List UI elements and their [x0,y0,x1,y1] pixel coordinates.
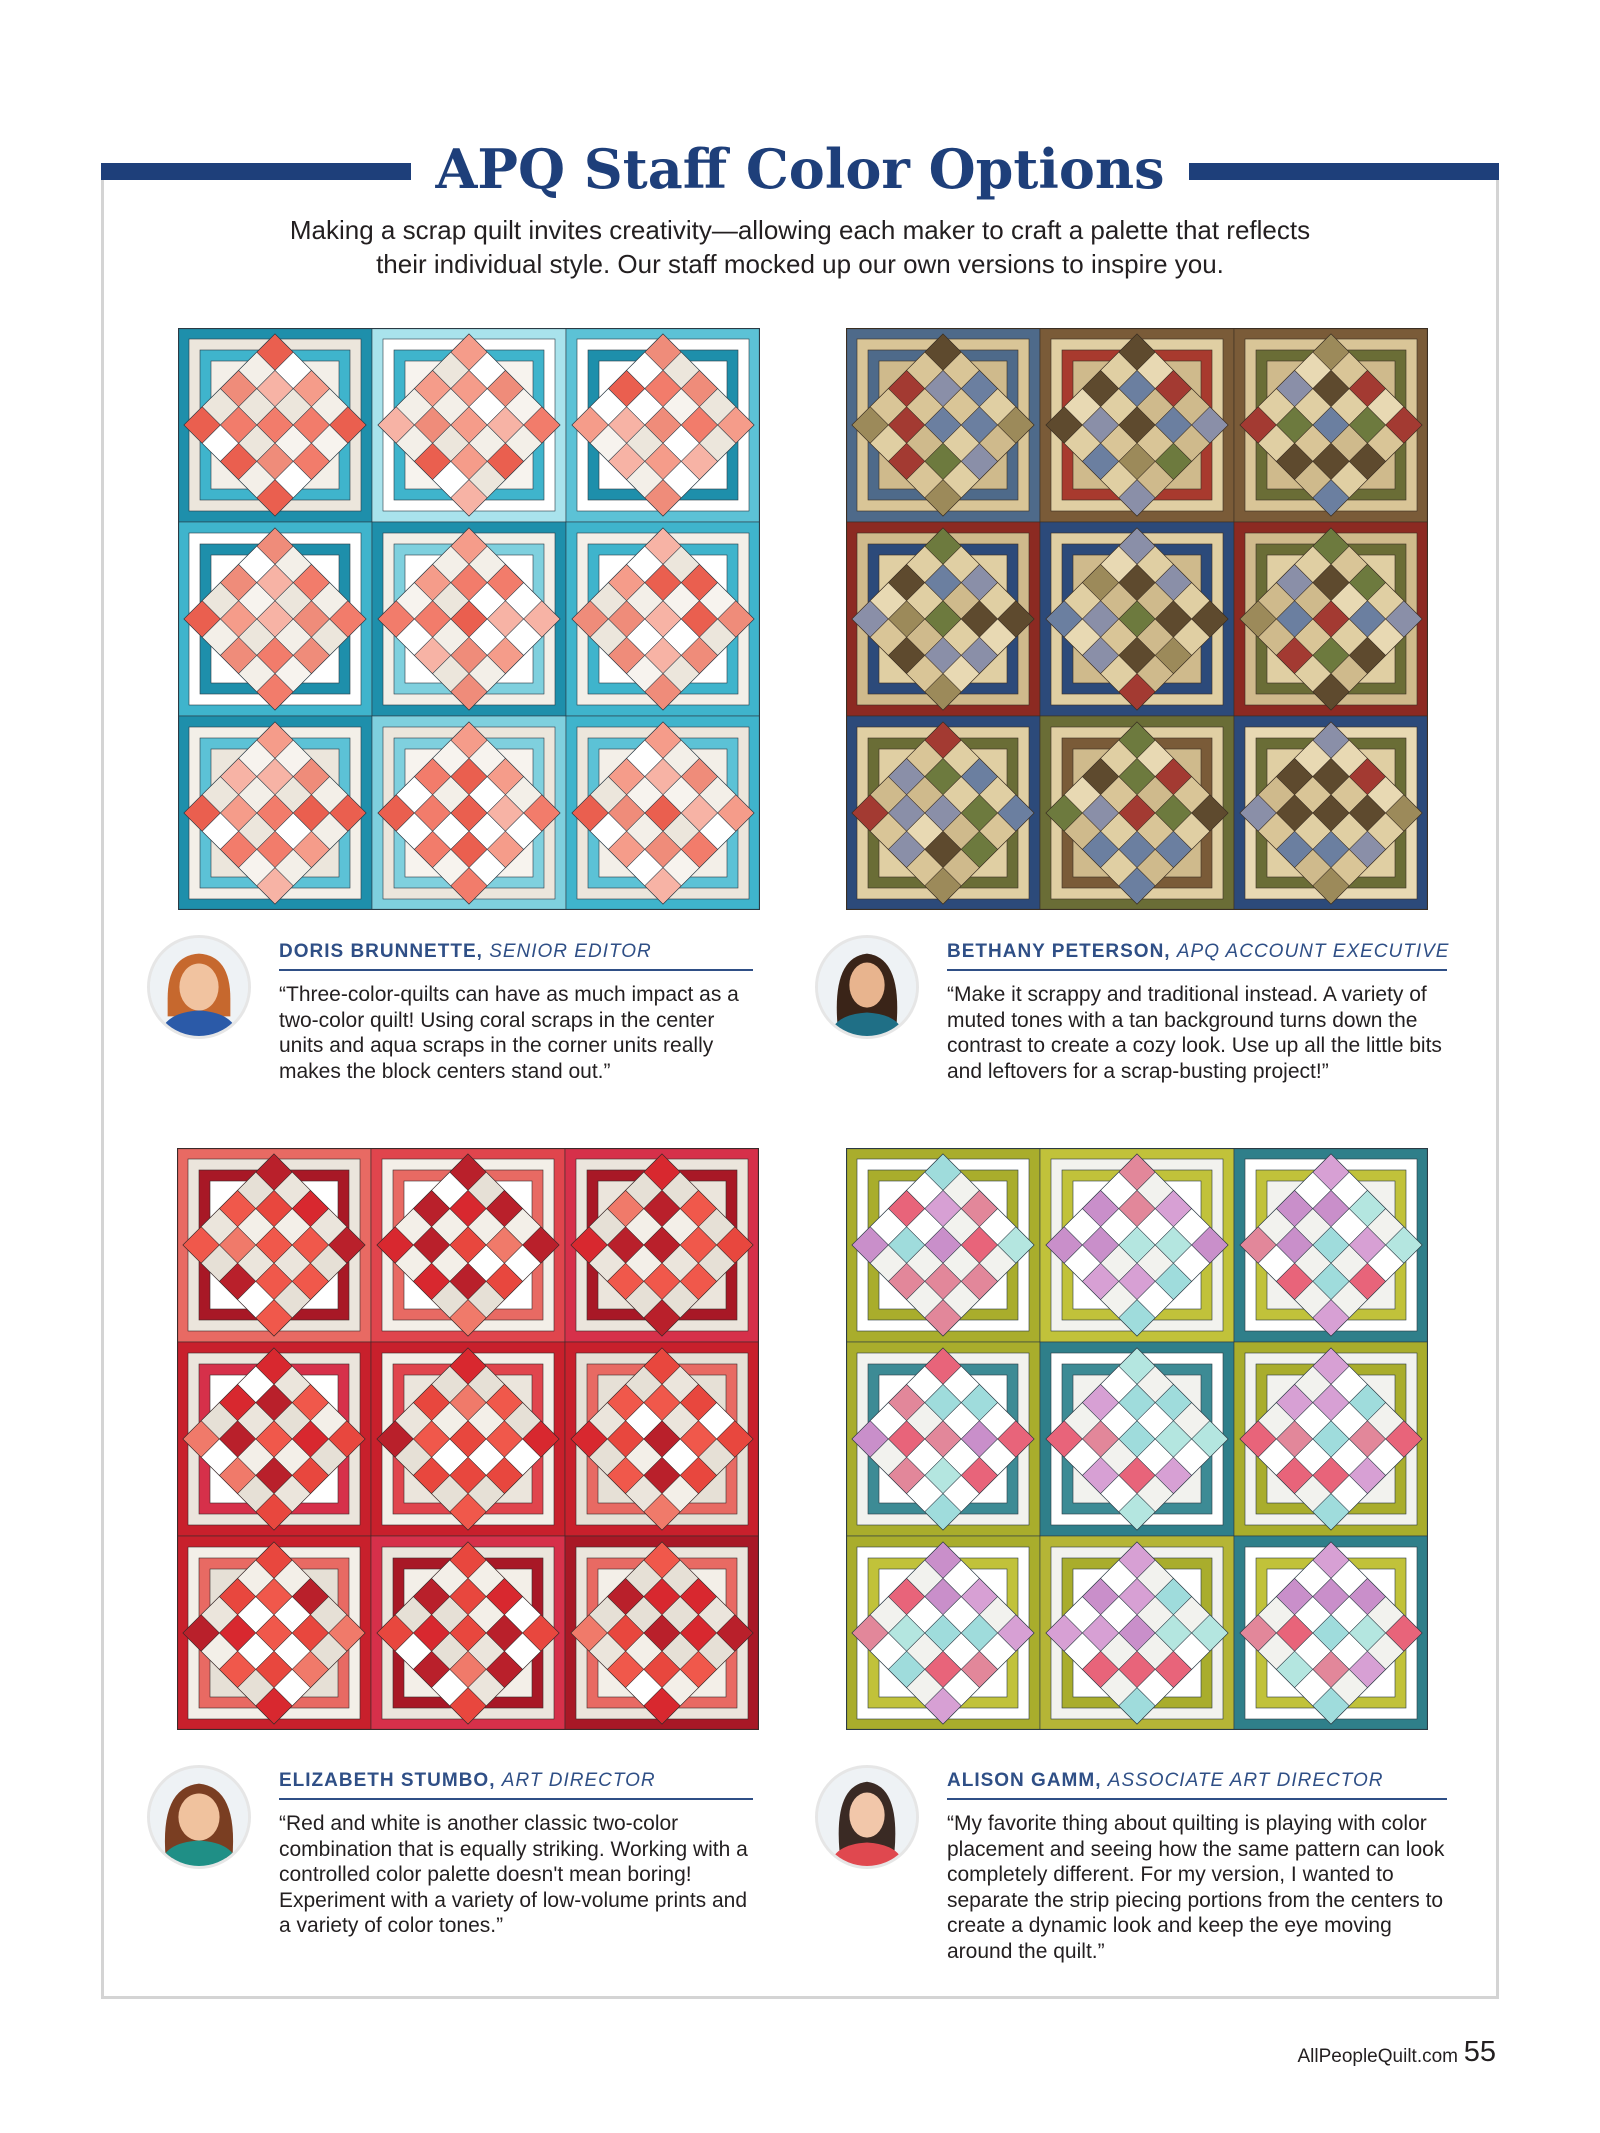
quilt-block [1234,1148,1428,1342]
quilt-block [372,328,566,522]
staff-name-alison: ALISON GAMM, ASSOCIATE ART DIRECTOR [947,1770,1447,1800]
quilt-block [178,328,372,522]
quilt-block [846,716,1040,910]
quilt-block [371,1342,565,1536]
quilt-block [1234,328,1428,522]
quilt-block [177,1342,371,1536]
staff-quote-bethany: “Make it scrappy and traditional instead. A variety of muted tones with a tan background turns down the contrast to create a cozy look. Use up all the little bits and leftovers for a scrap-busting project!” [947,983,1442,1083]
quilt-block [846,1342,1040,1536]
staff-quote-alison: “My favorite thing about quilting is playing with color placement and seeing how the same pattern can look completely different. For my version, I wanted to separate the strip piecing portions from the centers to create a dynamic look and keep the eye moving around the quilt.” [947,1812,1445,1963]
quilt-block [177,1148,371,1342]
quilt-block [565,1342,759,1536]
staff-quote-doris: “Three-color-quilts can have as much impact as a two-color quilt! Using coral scraps in the center units and aqua scraps in the corner units really makes the block centers stand out.” [279,983,739,1083]
staff-quote-elizabeth: “Red and white is another classic two-color combination that is equally striking. Working with a controlled color palette doesn't mean boring! Experiment with a variety of low-volume prints and a variety of color tones.” [279,1812,748,1937]
quilt-block [565,1536,759,1730]
quilt-block [372,716,566,910]
avatar-bethany [815,935,919,1039]
footer-website: AllPeopleQuilt.com [1297,2046,1458,2067]
quilt-block [566,716,760,910]
quilt-block [1040,1536,1234,1730]
page-title: APQ Staff Color Options [0,136,1600,202]
quilt-block [846,328,1040,522]
quilt-block [1040,1148,1234,1342]
quilt-block [566,522,760,716]
quilt-block [1234,1342,1428,1536]
quilt-image-tan-scrappy [846,328,1428,910]
quilt-image-green-teal-pink [846,1148,1428,1730]
quilt-block [371,1536,565,1730]
quilt-block [1234,522,1428,716]
quilt-block [1234,1536,1428,1730]
quilt-block [1040,716,1234,910]
quilt-block [565,1148,759,1342]
quilt-block [1234,716,1428,910]
quilt-block [1040,522,1234,716]
quilt-image-aqua-coral [178,328,760,910]
intro-text: Making a scrap quilt invites creativity—allowing each maker to craft a palette that reflects their individual style. Our staff mocked up our own versions to inspire you. [289,215,1311,279]
quilt-block [177,1536,371,1730]
quilt-block [178,522,372,716]
quilt-block [846,522,1040,716]
quilt-block [1040,1342,1234,1536]
quilt-block [178,716,372,910]
quilt-block [372,522,566,716]
quilt-block [566,328,760,522]
avatar-elizabeth [147,1765,251,1869]
staff-name-doris: DORIS BRUNNETTE, SENIOR EDITOR [279,941,753,971]
staff-name-elizabeth: ELIZABETH STUMBO, ART DIRECTOR [279,1770,753,1800]
quilt-image-red-white [177,1148,759,1730]
quilt-block [1040,328,1234,522]
quilt-block [846,1536,1040,1730]
avatar-alison [815,1765,919,1869]
page-number: 55 [1463,2036,1496,2068]
quilt-block [846,1148,1040,1342]
avatar-doris [147,935,251,1039]
quilt-block [371,1148,565,1342]
staff-name-bethany: BETHANY PETERSON, APQ ACCOUNT EXECUTIVE [947,941,1447,971]
